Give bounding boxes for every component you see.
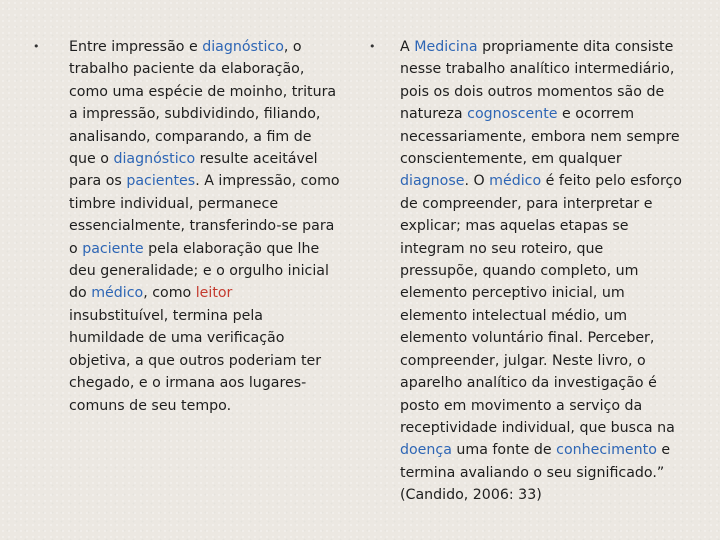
text-line	[69, 282, 369, 304]
text-line	[400, 103, 684, 125]
highlighted-term: médico	[91, 285, 144, 302]
text-line	[69, 81, 369, 103]
text-line	[400, 327, 684, 349]
text-segment: (Candido, 2006: 33)	[400, 487, 542, 504]
text-segment: compreender, julgar. Neste livro, o	[400, 352, 646, 369]
text-line	[400, 126, 684, 148]
text-segment: . A impressão, como	[195, 173, 340, 190]
text-segment: , o	[283, 39, 302, 55]
text-segment: , como	[143, 285, 196, 302]
highlighted-term-red: leitor	[195, 285, 233, 302]
text-segment: que o	[69, 151, 114, 168]
text-line	[400, 417, 684, 439]
text-line	[400, 439, 684, 461]
text-line	[69, 215, 369, 237]
text-segment: timbre individual, permanece	[69, 195, 279, 212]
text-segment: humildade de uma verificação	[69, 330, 285, 347]
text-segment: propriamente dita consiste	[477, 39, 674, 55]
text-segment: trabalho paciente da elaboração,	[69, 61, 305, 78]
text-segment: comuns de seu tempo.	[69, 397, 232, 414]
text-segment: insubstituível, termina pela	[69, 307, 264, 324]
text-line	[69, 260, 369, 282]
text-segment: como uma espécie de moinho, tritura	[69, 83, 337, 100]
text-segment: conscientemente, em qualquer	[400, 151, 622, 168]
text-line	[400, 170, 684, 192]
text-segment: receptividade individual, que busca na	[400, 419, 675, 436]
text-segment: elemento intelectual médio, um	[400, 307, 628, 324]
text-segment: posto em movimento a serviço da	[400, 397, 643, 414]
text-line	[400, 36, 684, 58]
text-line	[69, 148, 369, 170]
text-segment: pressupõe, quando completo, um	[400, 263, 639, 280]
text-line	[400, 58, 684, 80]
highlighted-term: pacientes	[126, 173, 196, 190]
text-segment: e ocorrem	[557, 106, 635, 123]
text-segment: uma fonte de	[451, 442, 557, 459]
text-line	[400, 148, 684, 170]
text-line	[400, 282, 684, 304]
text-line	[400, 215, 684, 237]
text-segment: a impressão, subdividindo, filiando,	[69, 106, 321, 123]
bullet-marker-right: •	[369, 40, 376, 53]
text-line	[400, 238, 684, 260]
text-line	[69, 350, 369, 372]
text-segment: pela elaboração que lhe	[143, 240, 320, 257]
text-line	[400, 193, 684, 215]
text-line	[400, 260, 684, 282]
highlighted-term: diagnóstico	[113, 151, 196, 168]
text-segment: Entre impressão e	[69, 39, 203, 55]
text-segment: analisando, comparando, a fim de	[69, 128, 312, 145]
highlighted-term: diagnose	[400, 173, 465, 190]
bullet-marker-left: •	[33, 40, 40, 53]
text-segment: explicar; mas aquelas etapas se	[400, 218, 629, 235]
text-segment: de compreender, para interpretar e	[400, 195, 653, 212]
text-segment: . O	[464, 173, 490, 190]
text-segment: e	[656, 442, 671, 459]
text-segment: objetiva, a que outros poderiam ter	[69, 352, 322, 369]
text-segment: necessariamente, embora nem sempre	[400, 128, 680, 145]
text-segment: integram no seu roteiro, que	[400, 240, 604, 257]
highlighted-term: Medicina	[414, 39, 478, 55]
text-segment: A	[400, 39, 415, 55]
highlighted-term: cognoscente	[467, 106, 558, 123]
left-text-column	[69, 36, 369, 417]
text-segment: resulte aceitável	[195, 151, 318, 168]
text-line	[69, 58, 369, 80]
text-line	[400, 462, 684, 484]
text-line	[69, 305, 369, 327]
text-segment: é feito pelo esforço	[541, 173, 682, 190]
text-line	[69, 170, 369, 192]
text-line	[69, 327, 369, 349]
highlighted-term: paciente	[82, 240, 144, 257]
text-segment: deu generalidade; e o orgulho inicial	[69, 263, 329, 280]
text-line	[400, 81, 684, 103]
text-segment: pois os dois outros momentos são de	[400, 83, 665, 100]
text-segment: elemento perceptivo inicial, um	[400, 285, 625, 302]
highlighted-term: diagnóstico	[202, 39, 284, 55]
text-line	[69, 103, 369, 125]
text-line	[69, 126, 369, 148]
text-line	[400, 484, 684, 506]
text-segment: elemento voluntário final. Perceber,	[400, 330, 655, 347]
highlighted-term: conhecimento	[556, 442, 657, 459]
text-line	[400, 372, 684, 394]
highlighted-term: médico	[489, 173, 542, 190]
text-line	[69, 193, 369, 215]
text-line	[69, 372, 369, 394]
text-segment: para os	[69, 173, 127, 190]
text-line	[69, 36, 369, 58]
text-segment: essencialmente, transferindo-se para	[69, 218, 335, 235]
text-segment: natureza	[400, 106, 468, 123]
text-line	[69, 395, 369, 417]
text-line	[400, 395, 684, 417]
right-text-column	[400, 36, 684, 507]
text-line	[400, 350, 684, 372]
text-line	[69, 238, 369, 260]
text-segment: termina avaliando o seu significado.”	[400, 464, 665, 481]
highlighted-term: doença	[400, 442, 452, 459]
text-line	[400, 305, 684, 327]
text-segment: do	[69, 285, 92, 302]
text-segment: o	[69, 240, 83, 257]
text-segment: nesse trabalho analítico intermediário,	[400, 61, 675, 78]
text-segment: aparelho analítico da investigação é	[400, 375, 657, 392]
text-segment: chegado, e o irmana aos lugares-	[69, 375, 307, 392]
